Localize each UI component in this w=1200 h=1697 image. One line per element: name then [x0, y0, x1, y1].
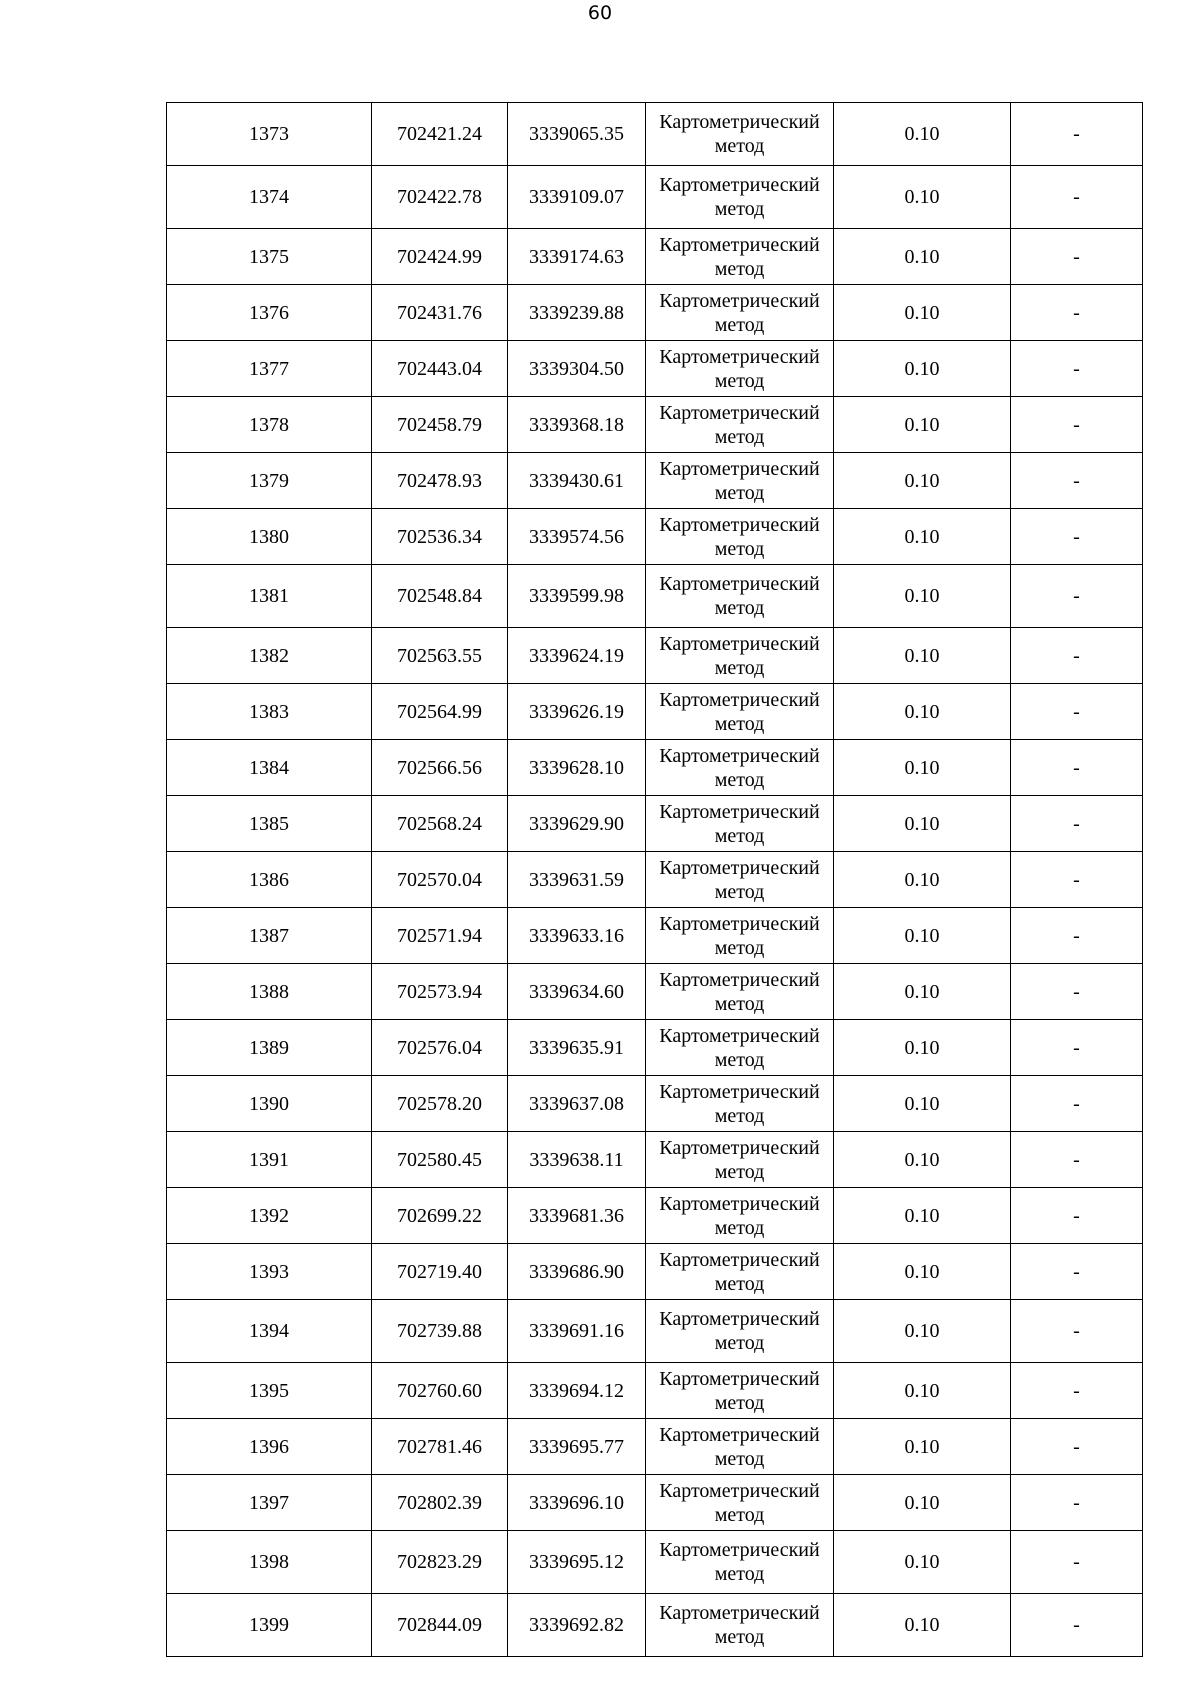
error-value-cell: 0.10 — [834, 796, 1011, 852]
method-cell — [646, 796, 834, 852]
method-cell — [646, 740, 834, 796]
method-line-1: Картометрический — [659, 1367, 820, 1390]
y-coordinate-cell: 3339633.16 — [508, 908, 646, 964]
point-number-cell: 1381 — [167, 565, 372, 628]
error-value-cell: 0.10 — [834, 565, 1011, 628]
method-line-1: Картометрический — [659, 1080, 820, 1103]
method-line-2: метод — [714, 1391, 765, 1414]
method-line-1: Картометрический — [659, 401, 820, 424]
y-coordinate-cell: 3339065.35 — [508, 103, 646, 166]
method-cell — [646, 1244, 834, 1300]
method-line-2: метод — [714, 198, 765, 220]
x-coordinate-cell: 702548.84 — [372, 565, 508, 628]
y-coordinate-cell: 3339692.82 — [508, 1594, 646, 1657]
method-line-2: метод — [714, 597, 765, 619]
point-number-cell: 1383 — [167, 684, 372, 740]
method-cell — [646, 1594, 834, 1657]
method-line-1: Картометрический — [659, 289, 820, 312]
note-cell: - — [1011, 166, 1143, 229]
point-number-cell: 1384 — [167, 740, 372, 796]
method-cell — [646, 1300, 834, 1363]
point-number-cell: 1380 — [167, 509, 372, 565]
error-value-cell: 0.10 — [834, 1020, 1011, 1076]
point-number-cell: 1395 — [167, 1363, 372, 1419]
point-number-cell: 1378 — [167, 397, 372, 453]
note-cell: - — [1011, 684, 1143, 740]
coordinates-table-body — [167, 103, 1143, 1657]
method-line-2: метод — [714, 1104, 765, 1127]
x-coordinate-cell: 702760.60 — [372, 1363, 508, 1419]
coordinates-table — [166, 102, 1143, 1657]
y-coordinate-cell: 3339694.12 — [508, 1363, 646, 1419]
method-cell — [646, 1419, 834, 1475]
table-row — [167, 628, 1143, 684]
method-line-1: Картометрический — [659, 1539, 820, 1561]
page-number: 60 — [587, 2, 613, 24]
method-line-2: метод — [714, 1563, 765, 1585]
method-line-1: Картометрический — [659, 573, 820, 595]
error-value-cell: 0.10 — [834, 1531, 1011, 1594]
note-cell: - — [1011, 1419, 1143, 1475]
method-line-1: Картометрический — [659, 457, 820, 480]
x-coordinate-cell: 702844.09 — [372, 1594, 508, 1657]
x-coordinate-cell: 702580.45 — [372, 1132, 508, 1188]
point-number-cell: 1389 — [167, 1020, 372, 1076]
x-coordinate-cell: 702564.99 — [372, 684, 508, 740]
y-coordinate-cell: 3339691.16 — [508, 1300, 646, 1363]
table-row — [167, 1531, 1143, 1594]
error-value-cell: 0.10 — [834, 1188, 1011, 1244]
method-line-1: Картометрический — [659, 513, 820, 536]
table-row — [167, 285, 1143, 341]
method-line-1: Картометрический — [659, 912, 820, 935]
note-cell: - — [1011, 341, 1143, 397]
error-value-cell: 0.10 — [834, 852, 1011, 908]
x-coordinate-cell: 702443.04 — [372, 341, 508, 397]
error-value-cell: 0.10 — [834, 964, 1011, 1020]
point-number-cell: 1377 — [167, 341, 372, 397]
y-coordinate-cell: 3339174.63 — [508, 229, 646, 285]
table-row — [167, 509, 1143, 565]
point-number-cell: 1386 — [167, 852, 372, 908]
method-line-1: Картометрический — [659, 1479, 820, 1502]
x-coordinate-cell: 702421.24 — [372, 103, 508, 166]
method-line-1: Картометрический — [659, 1192, 820, 1215]
method-line-2: метод — [714, 135, 765, 157]
error-value-cell: 0.10 — [834, 453, 1011, 509]
error-value-cell: 0.10 — [834, 1300, 1011, 1363]
method-line-2: метод — [714, 257, 765, 280]
y-coordinate-cell: 3339628.10 — [508, 740, 646, 796]
y-coordinate-cell: 3339626.19 — [508, 684, 646, 740]
note-cell: - — [1011, 285, 1143, 341]
table-row — [167, 796, 1143, 852]
table-row — [167, 1188, 1143, 1244]
note-cell: - — [1011, 1531, 1143, 1594]
y-coordinate-cell: 3339239.88 — [508, 285, 646, 341]
method-line-1: Картометрический — [659, 688, 820, 711]
method-line-1: Картометрический — [659, 1248, 820, 1271]
y-coordinate-cell: 3339681.36 — [508, 1188, 646, 1244]
method-line-1: Картометрический — [659, 1423, 820, 1446]
method-cell — [646, 453, 834, 509]
method-cell — [646, 1188, 834, 1244]
method-cell — [646, 1475, 834, 1531]
error-value-cell: 0.10 — [834, 1594, 1011, 1657]
method-line-2: метод — [714, 992, 765, 1015]
y-coordinate-cell: 3339599.98 — [508, 565, 646, 628]
table-row — [167, 1132, 1143, 1188]
error-value-cell: 0.10 — [834, 285, 1011, 341]
method-line-2: метод — [714, 712, 765, 735]
note-cell: - — [1011, 509, 1143, 565]
point-number-cell: 1393 — [167, 1244, 372, 1300]
error-value-cell: 0.10 — [834, 509, 1011, 565]
method-line-2: метод — [714, 481, 765, 504]
y-coordinate-cell: 3339686.90 — [508, 1244, 646, 1300]
note-cell: - — [1011, 628, 1143, 684]
method-line-2: метод — [714, 1160, 765, 1183]
y-coordinate-cell: 3339304.50 — [508, 341, 646, 397]
method-line-1: Картометрический — [659, 1136, 820, 1159]
point-number-cell: 1376 — [167, 285, 372, 341]
method-line-1: Картометрический — [659, 856, 820, 879]
point-number-cell: 1398 — [167, 1531, 372, 1594]
x-coordinate-cell: 702568.24 — [372, 796, 508, 852]
note-cell: - — [1011, 1188, 1143, 1244]
point-number-cell: 1391 — [167, 1132, 372, 1188]
error-value-cell: 0.10 — [834, 166, 1011, 229]
table-row — [167, 103, 1143, 166]
error-value-cell: 0.10 — [834, 1244, 1011, 1300]
y-coordinate-cell: 3339430.61 — [508, 453, 646, 509]
note-cell: - — [1011, 740, 1143, 796]
note-cell: - — [1011, 852, 1143, 908]
x-coordinate-cell: 702576.04 — [372, 1020, 508, 1076]
method-line-2: метод — [714, 1503, 765, 1526]
note-cell: - — [1011, 1076, 1143, 1132]
error-value-cell: 0.10 — [834, 1132, 1011, 1188]
y-coordinate-cell: 3339629.90 — [508, 796, 646, 852]
method-line-2: метод — [714, 768, 765, 791]
x-coordinate-cell: 702458.79 — [372, 397, 508, 453]
table-row — [167, 565, 1143, 628]
method-line-1: Картометрический — [659, 800, 820, 823]
x-coordinate-cell: 702739.88 — [372, 1300, 508, 1363]
y-coordinate-cell: 3339368.18 — [508, 397, 646, 453]
error-value-cell: 0.10 — [834, 628, 1011, 684]
method-cell — [646, 1020, 834, 1076]
table-row — [167, 908, 1143, 964]
point-number-cell: 1394 — [167, 1300, 372, 1363]
method-line-2: метод — [714, 656, 765, 679]
y-coordinate-cell: 3339574.56 — [508, 509, 646, 565]
table-row — [167, 964, 1143, 1020]
x-coordinate-cell: 702563.55 — [372, 628, 508, 684]
table-row — [167, 1020, 1143, 1076]
table-row — [167, 684, 1143, 740]
table-row — [167, 1300, 1143, 1363]
note-cell: - — [1011, 1363, 1143, 1419]
method-line-2: метод — [714, 369, 765, 392]
method-line-2: метод — [714, 1272, 765, 1295]
error-value-cell: 0.10 — [834, 1076, 1011, 1132]
method-line-2: метод — [714, 880, 765, 903]
x-coordinate-cell: 702536.34 — [372, 509, 508, 565]
error-value-cell: 0.10 — [834, 1363, 1011, 1419]
method-cell — [646, 684, 834, 740]
method-cell — [646, 964, 834, 1020]
note-cell: - — [1011, 565, 1143, 628]
method-cell — [646, 628, 834, 684]
table-row — [167, 1244, 1143, 1300]
note-cell: - — [1011, 397, 1143, 453]
method-cell — [646, 103, 834, 166]
x-coordinate-cell: 702699.22 — [372, 1188, 508, 1244]
table-row — [167, 852, 1143, 908]
method-cell — [646, 565, 834, 628]
method-line-1: Картометрический — [659, 1602, 820, 1624]
method-line-2: метод — [714, 313, 765, 336]
method-line-2: метод — [714, 1048, 765, 1071]
point-number-cell: 1388 — [167, 964, 372, 1020]
y-coordinate-cell: 3339624.19 — [508, 628, 646, 684]
point-number-cell: 1375 — [167, 229, 372, 285]
note-cell: - — [1011, 1244, 1143, 1300]
method-line-2: метод — [714, 1216, 765, 1239]
x-coordinate-cell: 702578.20 — [372, 1076, 508, 1132]
method-line-2: метод — [714, 824, 765, 847]
method-cell — [646, 397, 834, 453]
x-coordinate-cell: 702823.29 — [372, 1531, 508, 1594]
point-number-cell: 1397 — [167, 1475, 372, 1531]
note-cell: - — [1011, 453, 1143, 509]
method-line-2: метод — [714, 537, 765, 560]
x-coordinate-cell: 702478.93 — [372, 453, 508, 509]
x-coordinate-cell: 702802.39 — [372, 1475, 508, 1531]
point-number-cell: 1382 — [167, 628, 372, 684]
x-coordinate-cell: 702431.76 — [372, 285, 508, 341]
method-line-1: Картометрический — [659, 111, 820, 133]
x-coordinate-cell: 702566.56 — [372, 740, 508, 796]
point-number-cell: 1390 — [167, 1076, 372, 1132]
note-cell: - — [1011, 1594, 1143, 1657]
x-coordinate-cell: 702781.46 — [372, 1419, 508, 1475]
table-row — [167, 229, 1143, 285]
method-cell — [646, 1132, 834, 1188]
method-cell — [646, 1076, 834, 1132]
y-coordinate-cell: 3339695.12 — [508, 1531, 646, 1594]
point-number-cell: 1392 — [167, 1188, 372, 1244]
x-coordinate-cell: 702719.40 — [372, 1244, 508, 1300]
method-line-1: Картометрический — [659, 744, 820, 767]
method-cell — [646, 166, 834, 229]
table-row — [167, 453, 1143, 509]
y-coordinate-cell: 3339695.77 — [508, 1419, 646, 1475]
y-coordinate-cell: 3339637.08 — [508, 1076, 646, 1132]
method-line-1: Картометрический — [659, 1308, 820, 1330]
y-coordinate-cell: 3339109.07 — [508, 166, 646, 229]
method-line-1: Картометрический — [659, 233, 820, 256]
point-number-cell: 1374 — [167, 166, 372, 229]
method-cell — [646, 509, 834, 565]
note-cell: - — [1011, 1475, 1143, 1531]
method-line-1: Картометрический — [659, 345, 820, 368]
point-number-cell: 1373 — [167, 103, 372, 166]
method-line-1: Картометрический — [659, 968, 820, 991]
method-line-2: метод — [714, 1447, 765, 1470]
y-coordinate-cell: 3339635.91 — [508, 1020, 646, 1076]
y-coordinate-cell: 3339634.60 — [508, 964, 646, 1020]
note-cell: - — [1011, 1020, 1143, 1076]
point-number-cell: 1396 — [167, 1419, 372, 1475]
method-cell — [646, 908, 834, 964]
x-coordinate-cell: 702571.94 — [372, 908, 508, 964]
note-cell: - — [1011, 964, 1143, 1020]
point-number-cell: 1387 — [167, 908, 372, 964]
method-cell — [646, 1531, 834, 1594]
method-line-1: Картометрический — [659, 1024, 820, 1047]
note-cell: - — [1011, 1132, 1143, 1188]
table-row — [167, 1594, 1143, 1657]
method-cell — [646, 1363, 834, 1419]
table-row — [167, 397, 1143, 453]
method-line-2: метод — [714, 1626, 765, 1648]
method-line-1: Картометрический — [659, 632, 820, 655]
error-value-cell: 0.10 — [834, 341, 1011, 397]
error-value-cell: 0.10 — [834, 103, 1011, 166]
y-coordinate-cell: 3339638.11 — [508, 1132, 646, 1188]
method-cell — [646, 285, 834, 341]
x-coordinate-cell: 702424.99 — [372, 229, 508, 285]
note-cell: - — [1011, 1300, 1143, 1363]
x-coordinate-cell: 702573.94 — [372, 964, 508, 1020]
point-number-cell: 1385 — [167, 796, 372, 852]
error-value-cell: 0.10 — [834, 740, 1011, 796]
point-number-cell: 1399 — [167, 1594, 372, 1657]
method-line-2: метод — [714, 1332, 765, 1354]
error-value-cell: 0.10 — [834, 908, 1011, 964]
error-value-cell: 0.10 — [834, 1475, 1011, 1531]
table-row — [167, 1076, 1143, 1132]
table-row — [167, 1475, 1143, 1531]
note-cell: - — [1011, 796, 1143, 852]
x-coordinate-cell: 702570.04 — [372, 852, 508, 908]
y-coordinate-cell: 3339696.10 — [508, 1475, 646, 1531]
method-line-2: метод — [714, 425, 765, 448]
method-line-2: метод — [714, 936, 765, 959]
x-coordinate-cell: 702422.78 — [372, 166, 508, 229]
method-cell — [646, 229, 834, 285]
note-cell: - — [1011, 103, 1143, 166]
note-cell: - — [1011, 229, 1143, 285]
error-value-cell: 0.10 — [834, 1419, 1011, 1475]
error-value-cell: 0.10 — [834, 397, 1011, 453]
note-cell: - — [1011, 908, 1143, 964]
point-number-cell: 1379 — [167, 453, 372, 509]
method-cell — [646, 341, 834, 397]
error-value-cell: 0.10 — [834, 229, 1011, 285]
method-line-1: Картометрический — [659, 174, 820, 196]
table-row — [167, 740, 1143, 796]
table-row — [167, 166, 1143, 229]
method-cell — [646, 852, 834, 908]
error-value-cell: 0.10 — [834, 684, 1011, 740]
table-row — [167, 1419, 1143, 1475]
table-row — [167, 341, 1143, 397]
y-coordinate-cell: 3339631.59 — [508, 852, 646, 908]
table-row — [167, 1363, 1143, 1419]
